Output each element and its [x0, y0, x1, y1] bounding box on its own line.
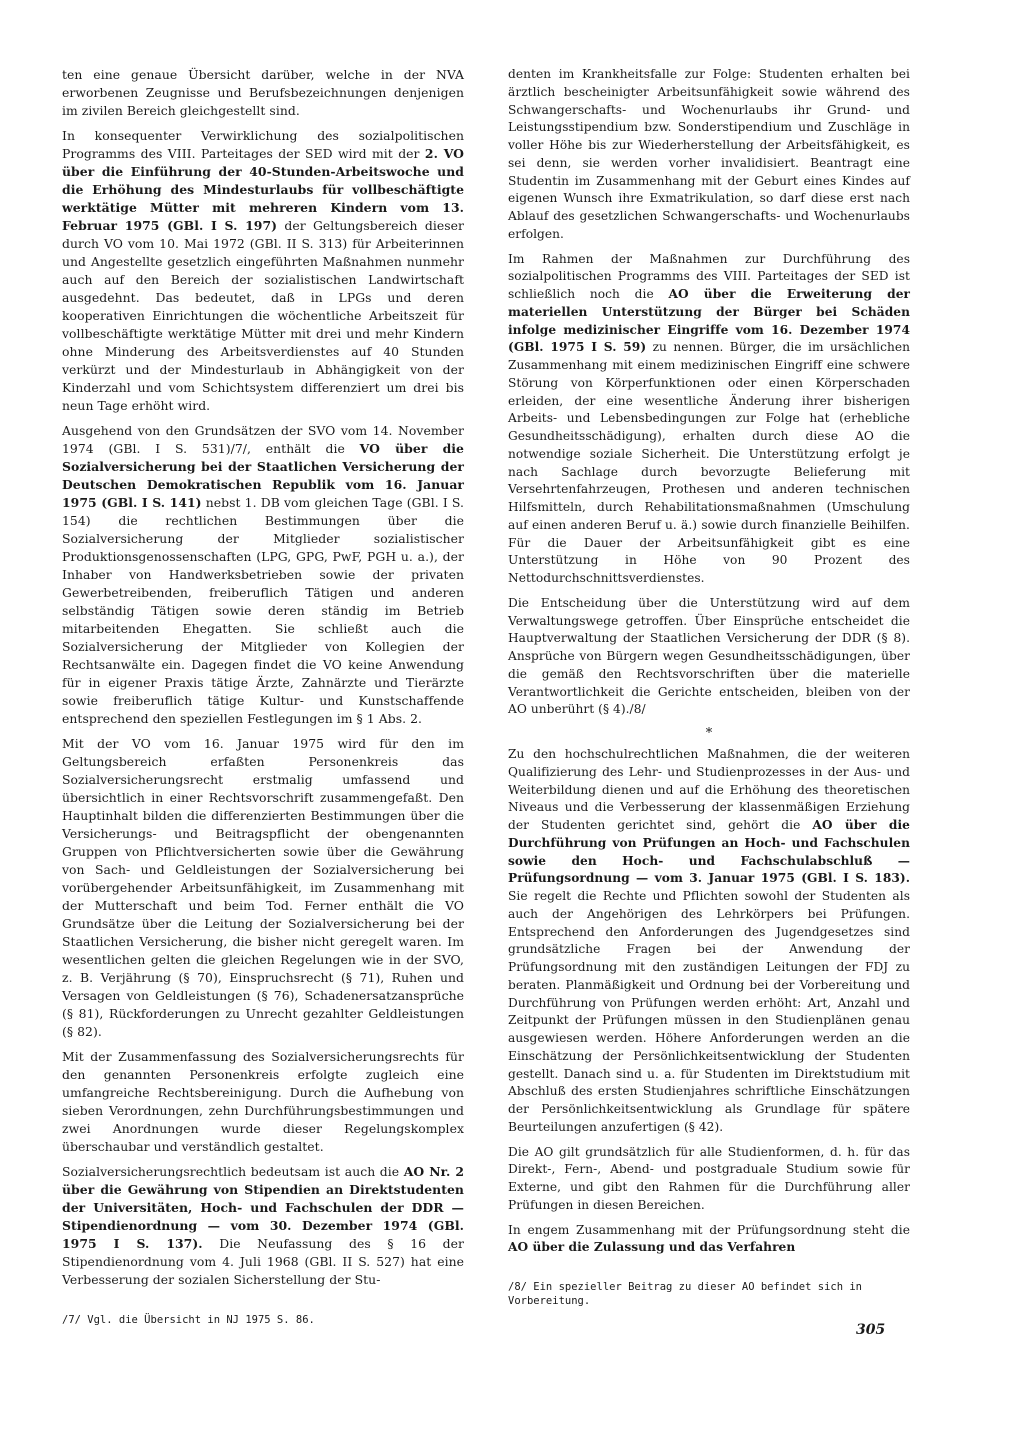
regulation-title: VO über die Sozialversicherung bei der Staatlichen Versicherung der Deutschen Demokratischen Republik vom 16. Januar 1975 (GBl. I S. 141) — [62, 441, 464, 510]
paragraph-text: der Geltungsbereich dieser durch VO vom 10. Mai 1972 (GBl. II S. 313) für Arbeiterinnen und Angestellte gesetzlich eingeführten Maßnahmen nunmehr auch auf den Bereich der sozialistischen Landwirtschaft ausgedehnt. Das bedeutet, daß in LPGs und deren kooperativen Einrichtungen die wöchentliche Arbeitszeit für vollbeschäftigte werktätige Mütter mit drei und mehr Kindern ohne Minderung des Arbeitsverdienstes auf 40 Stunden verkürzt und der Mindesturlaub in Abhängigkeit von der Kinderzahl und vom Schichtsystem differenziert um drei bis neun Tage erhöht wird. — [62, 218, 464, 413]
paragraph — [62, 127, 464, 415]
paragraph — [508, 746, 910, 1137]
right-column — [508, 66, 910, 1264]
regulation-title: AO Nr. 2 über die Gewährung von Stipendien an Direktstudenten der Universitäten, Hoch- und Fachschulen der DDR — Stipendienordnung — vom 30. Dezember 1974 (GBl. 1975 I S. 137). — [62, 1164, 464, 1251]
paragraph-text: Ausgehend von den Grundsätzen der SVO vom 14. November 1974 (GBl. I S. 531)/7/, enthält die — [62, 423, 464, 456]
paragraph-text: Die Neufassung des § 16 der Stipendienordnung vom 4. Juli 1968 (GBl. II S. 527) hat eine Verbesserung der sozialen Sicherstellung der Stu- — [62, 1236, 464, 1287]
paragraph-text: Im Rahmen der Maßnahmen zur Durchführung des sozialpolitischen Programms des VIII. Parteitages der SED ist schließlich noch die — [508, 251, 910, 301]
footnote-7: /7/ Vgl. die Übersicht in NJ 1975 S. 86. — [62, 1314, 315, 1326]
paragraph-text: zu nennen. Bürger, die im ursächlichen Zusammenhang mit einem medizinischen Eingriff eine schwere Störung von Körperfunktionen oder einen Körperschaden erleiden, der eine wesentliche Änderung ihrer bisherigen Arbeits- und Lebensbedingungen zur Folge hat (erhebliche Gesundheitsschädigung), erhalten durch diese AO die notwendige soziale Sicherheit. Die Unterstützung erfolgt je nach Sachlage durch bevorzugte Belieferung mit Versehrtenfahrzeugen, Prothesen und anderen technischen Hilfsmitteln, durch Rehabilitationsmaßnahmen (Umschulung auf einen anderen Beruf u. ä.) sowie durch finanzielle Beihilfen. Für die Dauer der Arbeitsunfähigkeit gibt es eine Unterstützung in Höhe von 90 Prozent des Nettodurchschnittsverdienstes. — [508, 340, 911, 585]
paragraph-text: nebst 1. DB vom gleichen Tage (GBl. I S. 154) die rechtlichen Bestimmungen über die Sozialversicherung der Mitglieder sozialistischer Produktionsgenossenschaften (LPG, GPG, PwF, PGH u. a.), der Inhaber von Handwerksbetrieben sowie der privaten Gewerbetreibenden, freiberuflich Tätigen und anderen selbständig Tätigen sowie deren ständig im Betrieb mitarbeitenden Ehegatten. Sie schließt auch die Sozialversicherung der Mitglieder von Kollegien der Rechtsanwälte ein. Dagegen findet die VO keine Anwendung für in eigener Praxis tätige Ärzte, Zahnärzte und Tierärzte sowie freiberuflich tätige Kultur- und Kunstschaffende entsprechend den speziellen Festlegungen im § 1 Abs. 2. — [62, 495, 464, 726]
paragraph-text: In engem Zusammenhang mit der Prüfungsordnung steht die — [508, 1222, 910, 1237]
section-separator: * — [705, 726, 713, 741]
regulation-title: AO über die Zulassung und das Verfahren — [508, 1240, 796, 1255]
paragraph — [62, 1163, 464, 1289]
paragraph: denten im Krankheitsfalle zur Folge: Studenten erhalten bei ärztlich bescheinigter Arbeitsunfähigkeit sowie während des Schwangerschafts- und Wochenurlaubs ihr Grund- und Leistungsstipendium bzw. Sonderstipendium und Zuschläge in voller Höhe bis zur Wiederherstellung der Arbeitsfähigkeit, es sei denn, sie werden vorher invalidisiert. Beantragt eine Studentin im Zusammenhang mit der Geburt eines Kindes auf eigenen Wunsch ihre Exmatrikulation, so darf diese erst nach Ablauf des gesetzlichen Schwangerschafts- und Wochenurlaubs erfolgen. — [508, 67, 910, 241]
paragraph-text: Zu den hochschulrechtlichen Maßnahmen, die der weiteren Qualifizierung des Lehr- und Studienprozesses in der Aus- und Weiterbildung dienen und auf die Erhöhung des theoretischen Niveaus und die Verbesserung der klassenmäßigen Erziehung der Studenten gerichtet sind, gehört die — [508, 747, 910, 832]
paragraph-text: Sozialversicherungsrechtlich bedeutsam ist auch die — [62, 1164, 404, 1179]
left-column — [62, 66, 464, 1296]
paragraph: Mit der VO vom 16. Januar 1975 wird für den im Geltungsbereich erfaßten Personenkreis das Sozialversicherungsrecht erstmalig umfassend und übersichtlich in einer Rechtsvorschrift zusammengefaßt. Den Hauptinhalt bilden die differenzierten Bestimmungen über die Versicherungs- und Beitragspflicht der obengenannten Gruppen von Pflichtversicherten sowie über die Gewährung von Sach- und Geldleistungen der Sozialversicherung bei vorübergehender Arbeitsunfähigkeit, im Zusammenhang mit der Mutterschaft und beim Tod. Ferner enthält die VO Grundsätze über die Leitung der Sozialversicherung bei der Staatlichen Versicherung, die bisher nicht geregelt waren. Im wesentlichen gelten die gleichen Regelungen wie in der SVO, z. B. Verjährung (§ 70), Einspruchsrecht (§ 71), Ruhen und Versagen von Geldleistungen (§ 76), Schadenersatzansprüche (§ 81), Rückforderungen zu Unrecht gezahlter Geldleistungen (§ 82). — [62, 736, 464, 1039]
regulation-title: 2. VO über die Einführung der 40-Stunden-Arbeitswoche und die Erhöhung des Mindesturlaubs für vollbeschäftigte werktätige Mütter mit mehreren Kindern vom 13. Februar 1975 (GBl. I S. 197) — [62, 146, 464, 233]
paragraph — [508, 251, 910, 588]
regulation-title: AO über die Durchführung von Prüfungen an Hoch- und Fachschulen sowie den Hoch- und Fachschulabschluß — Prüfungsordnung — vom 3. Januar 1975 (GBl. I S. 183). — [508, 818, 910, 886]
page-number: 305 — [856, 1322, 886, 1338]
paragraph — [508, 1222, 910, 1258]
paragraph-text: Sie regelt die Rechte und Pflichten sowohl der Studenten als auch der Angehörigen des Lehrkörpers bei Prüfungen. Entsprechend den Anforderungen des Jugendgesetzes sind grundsätzliche Fragen bei der Anwendung der Prüfungsordnung mit den zuständigen Leitungen der FDJ zu beraten. Planmäßigkeit und Ordnung bei der Vorbereitung und Durchführung von Prüfungen werden erhöht: Art, Anzahl und Zeitpunkt der Prüfungen müssen in den Studienplänen genau ausgewiesen werden. Höhere Anforderungen werden an die Einschätzung der Persönlichkeitsentwicklung der Studenten gestellt. Danach sind u. a. für Studenten im Direktstudium mit Abschluß des ersten Studienjahres schriftliche Einschätzungen der Persönlichkeitsentwicklung als Grundlage für spätere Beurteilungen anzufertigen (§ 42). — [508, 889, 910, 1134]
paragraph: Mit der Zusammenfassung des Sozialversicherungsrechts für den genannten Personenkreis erfolgte zugleich eine umfangreiche Rechtsbereinigung. Durch die Aufhebung von sieben Verordnungen, zehn Durchführungsbestimmungen und zwei Anordnungen wurde dieser Regelungskomplex überschaubar und verständlich gestaltet. — [62, 1049, 464, 1154]
footnote-8: /8/ Ein spezieller Beitrag zu dieser AO befindet sich in Vorbereitung. — [508, 1281, 863, 1307]
paragraph: ten eine genaue Übersicht darüber, welche in der NVA erworbenen Zeugnisse und Berufsbezeichnungen denjenigen im zivilen Bereich gleichgestellt sind. — [62, 67, 464, 118]
paragraph — [62, 422, 464, 728]
paragraph: Die AO gilt grundsätzlich für alle Studienformen, d. h. für das Direkt-, Fern-, Abend- und postgraduale Studium sowie für Externe, und gibt den Rahmen für die Durchführung aller Prüfungen in diesen Bereichen. — [508, 1144, 910, 1212]
paragraph: Die Entscheidung über die Unterstützung wird auf dem Verwaltungswege getroffen. Über Einsprüche entscheidet die Hauptverwaltung der Staatlichen Versicherung der DDR (§ 8). Ansprüche von Bürgern wegen Gesundheitsschädigungen, über die gemäß den Rechtsvorschriften über die materielle Verantwortlichkeit die Gerichte entscheiden, bleiben von der AO unberührt (§ 4)./8/ — [508, 595, 910, 717]
paragraph-text: In konsequenter Verwirklichung des sozialpolitischen Programms des VIII. Parteitages der SED wird mit der — [62, 128, 464, 161]
regulation-title: AO über die Erweiterung der materiellen Unterstützung der Bürger bei Schäden infolge medizinischer Eingriffe vom 16. Dezember 1974 (GBl. 1975 I S. 59) — [508, 287, 910, 355]
